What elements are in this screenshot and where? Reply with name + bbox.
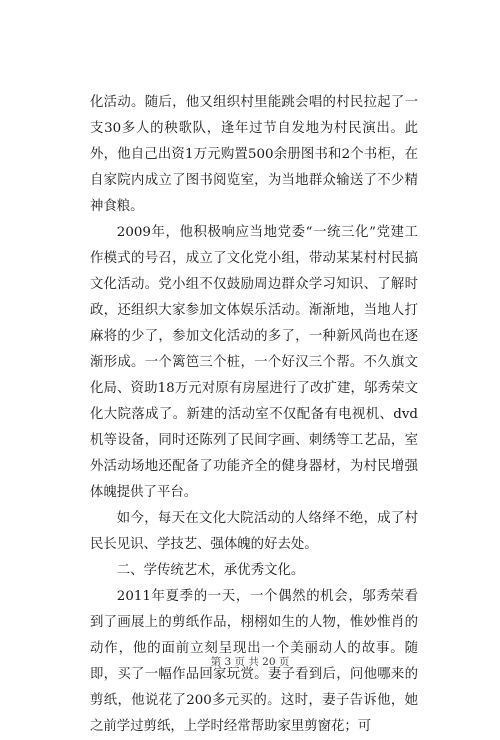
section-heading: 二、学传统艺术，承优秀文化。 <box>116 563 305 578</box>
paragraph-1: 化活动。随后，他又组织村里能跳会唱的村民拉起了一支30多人的秧歌队，逢年过节自发地为村民演出。此外，他自己出资1万元购置500余册图书和2个书柜，在自家院内成立了图书阅览室，为当地群众输送了不少精神食粮。 <box>90 95 418 214</box>
paragraph-2: 2009年，他积极响应当地党委“一统三化”党建工作模式的号召，成立了文化党小组，带动某某村村民搞文化活动。党小组不仅鼓励周边群众学习知识、了解时政，还组织大家参加文体娱乐活动。渐渐地，当地人打麻将的少了，参加文化活动的多了，一种新风尚也在逐渐形成。一个篱笆三个桩，一个好汉三个帮。不久旗文化局、资助18万元对原有房屋进行了改扩建，邬秀荣文化大院落成了。新建的活动室不仅配备有电视机、dvd机等设备，同时还陈列了民间字画、刺绣等工艺品，室外活动场地还配备了功能齐全的健身器材，为村民增强体魄提供了平台。 <box>90 225 418 500</box>
document-body <box>90 90 418 740</box>
paragraph-4: 2011年夏季的一天，一个偶然的机会，邬秀荣看到了画展上的剪纸作品，栩栩如生的人物，惟妙惟肖的动作，他的面前立刻呈现出一个美丽动人的故事。随即，买了一幅作品回家玩赏。妻子看到后，问他哪来的剪纸，他说花了200多元买的。这时，妻子告诉他，她之前学过剪纸，上学时经常帮助家里剪窗花；可 <box>90 589 418 734</box>
page-number-footer: 第 3 页 共 20 页 <box>210 656 290 668</box>
paragraph-3: 如今，每天在文化大院活动的人络绎不绝，成了村民长见识、学技艺、强体魄的好去处。 <box>90 511 418 552</box>
